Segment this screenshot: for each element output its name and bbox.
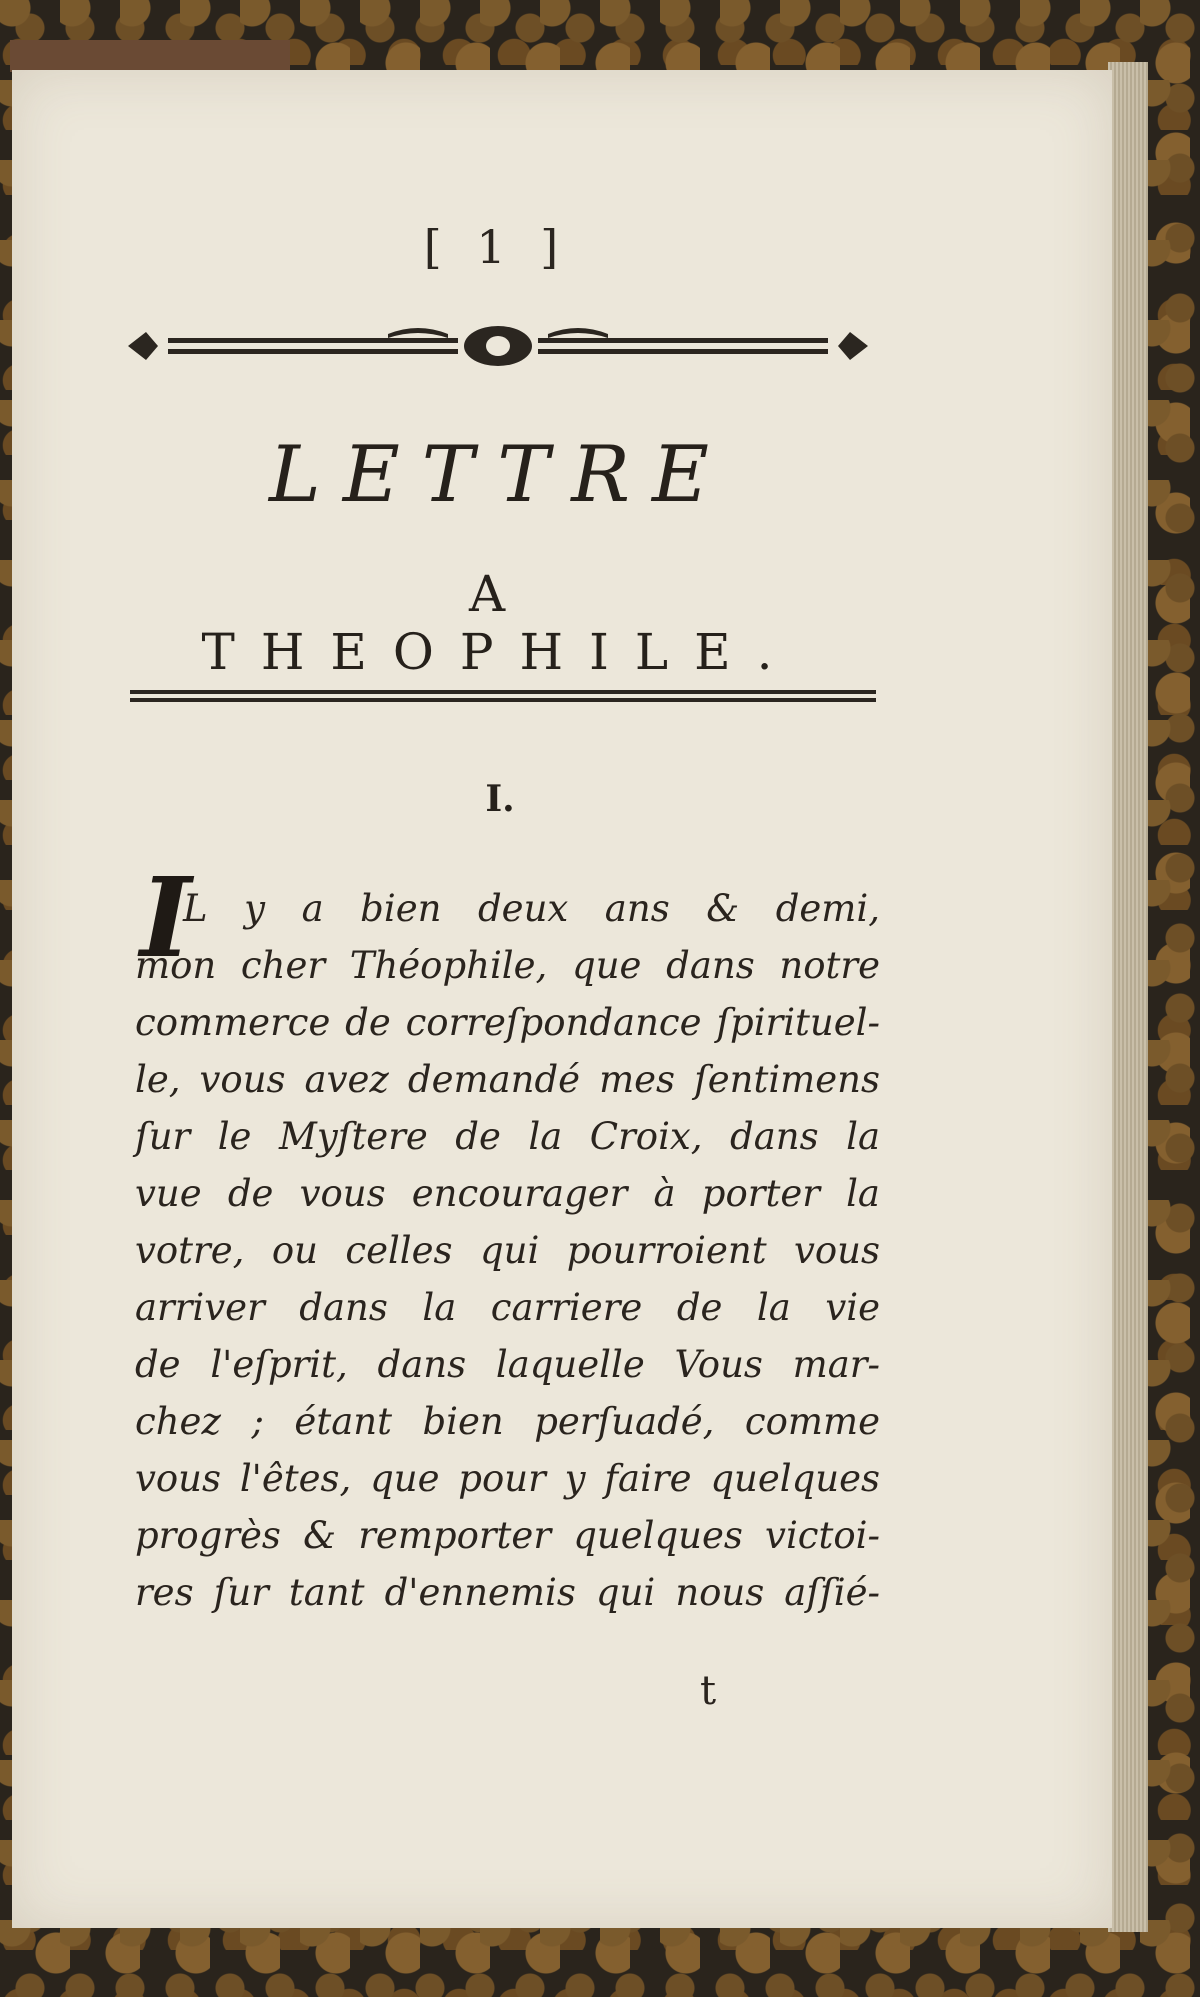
text-line: ſur le Myſtere de la Croix, dans la [135,1115,880,1158]
page-title: LETTRE [269,430,731,520]
text-line: le, vous avez demandé mes ſentimens [135,1058,880,1101]
text-line: vous l'êtes, que pour y faire quelques [135,1457,880,1500]
binding-strip [10,40,290,72]
page-edges [1108,62,1148,1932]
text-line: commerce de correſpondance ſpirituel- [135,1001,880,1044]
ornament-divider [128,322,868,370]
body-text [135,880,880,1621]
page-number: [ 1 ] [423,220,569,274]
section-number: I. [485,778,515,820]
drop-cap: I [140,853,192,982]
catchword: t [699,1668,717,1714]
text-line: vue de vous encourager à porter la [135,1172,880,1215]
text-line: progrès & remporter quelques victoi- [135,1514,880,1557]
text-line: de l'eſprit, dans laquelle Vous mar- [135,1343,880,1386]
text-line: res ſur tant d'ennemis qui nous aſſié- [135,1571,880,1614]
page-subtitle: A THEOPHILE. [201,565,799,681]
double-rule [130,688,876,706]
text-line: L y a bien deux ans & demi, [183,887,880,930]
text-line: votre, ou celles qui pourroient vous [135,1229,880,1272]
text-line: mon cher Théophile, que dans notre [135,944,880,987]
text-line: chez ; étant bien perſuadé, comme [135,1400,880,1443]
text-line: arriver dans la carriere de la vie [135,1286,880,1329]
